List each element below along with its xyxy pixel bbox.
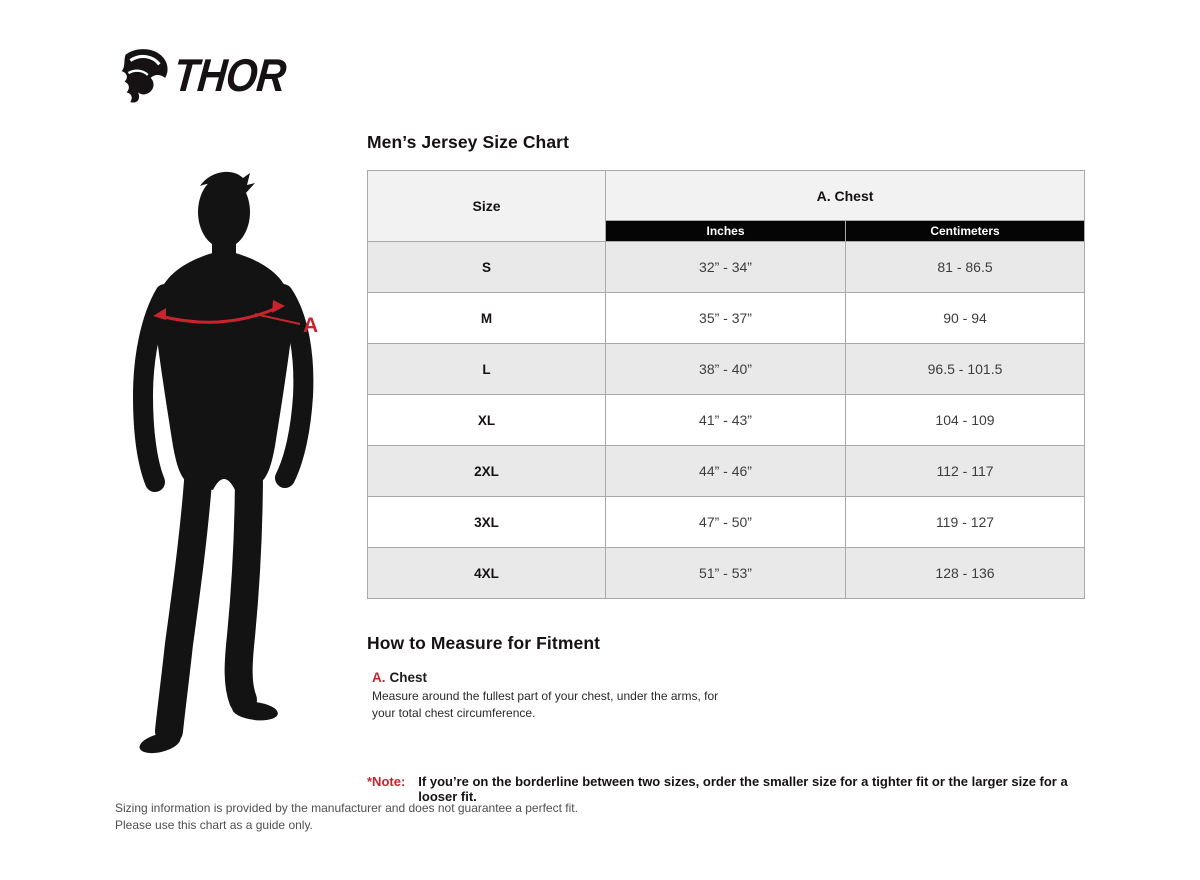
- centimeters-cell: 112 - 117: [846, 446, 1085, 497]
- how-to-measure-section: [367, 633, 1084, 723]
- table-row: [368, 293, 1085, 344]
- size-cell: 2XL: [368, 446, 606, 497]
- measure-label-a: A: [303, 314, 319, 337]
- table-row: [368, 395, 1085, 446]
- centimeters-cell: 119 - 127: [846, 497, 1085, 548]
- table-row: [368, 242, 1085, 293]
- table-row: [368, 497, 1085, 548]
- centimeters-column-header: Centimeters: [846, 221, 1085, 242]
- size-cell: S: [368, 242, 606, 293]
- centimeters-cell: 96.5 - 101.5: [846, 344, 1085, 395]
- measure-item-title: [372, 670, 1084, 685]
- size-chart-section: [367, 132, 1084, 804]
- size-chart-title: Men’s Jersey Size Chart: [367, 132, 570, 152]
- centimeters-cell: 128 - 136: [846, 548, 1085, 599]
- body-silhouette-figure: [133, 166, 338, 771]
- size-cell: XL: [368, 395, 606, 446]
- note-text: If you’re on the borderline between two sizes, order the smaller size for a tighter fit or the larger size for a looser fit.: [418, 773, 1068, 804]
- chest-group-header: A. Chest: [606, 171, 1085, 221]
- size-cell: M: [368, 293, 606, 344]
- measure-label: Chest: [389, 670, 428, 685]
- inches-column-header: Inches: [606, 221, 846, 242]
- measure-key: A.: [372, 670, 386, 685]
- inches-cell: 44” - 46”: [606, 446, 846, 497]
- inches-cell: 41” - 43”: [606, 395, 846, 446]
- centimeters-cell: 90 - 94: [846, 293, 1085, 344]
- male-silhouette: [133, 166, 338, 766]
- table-row: [368, 548, 1085, 599]
- footer-disclaimer: [115, 800, 578, 833]
- table-row: [368, 446, 1085, 497]
- table-row: [368, 344, 1085, 395]
- thor-ram-icon: [112, 46, 170, 104]
- inches-cell: 38” - 40”: [606, 344, 846, 395]
- measure-item-chest: [367, 670, 1084, 723]
- inches-cell: 47” - 50”: [606, 497, 846, 548]
- centimeters-cell: 81 - 86.5: [846, 242, 1085, 293]
- how-to-measure-heading: How to Measure for Fitment: [367, 633, 601, 653]
- disclaimer-line-2: Please use this chart as a guide only.: [115, 817, 313, 832]
- size-cell: 3XL: [368, 497, 606, 548]
- note-prefix: *Note:: [367, 773, 406, 789]
- table-header-row: [368, 171, 1085, 221]
- thor-logo: [112, 46, 300, 104]
- inches-cell: 51” - 53”: [606, 548, 846, 599]
- silhouette-shape: [154, 172, 293, 490]
- inches-cell: 35” - 37”: [606, 293, 846, 344]
- measure-description: Measure around the fullest part of your chest, under the arms, for your total chest circumference.: [372, 689, 719, 721]
- inches-cell: 32” - 34”: [606, 242, 846, 293]
- size-chart-table: [367, 170, 1085, 599]
- disclaimer-line-1: Sizing information is provided by the manufacturer and does not guarantee a perfect fit.: [115, 801, 578, 815]
- centimeters-cell: 104 - 109: [846, 395, 1085, 446]
- size-cell: 4XL: [368, 548, 606, 599]
- size-column-header: Size: [368, 171, 606, 242]
- size-cell: L: [368, 344, 606, 395]
- brand-wordmark: THOR: [171, 49, 288, 101]
